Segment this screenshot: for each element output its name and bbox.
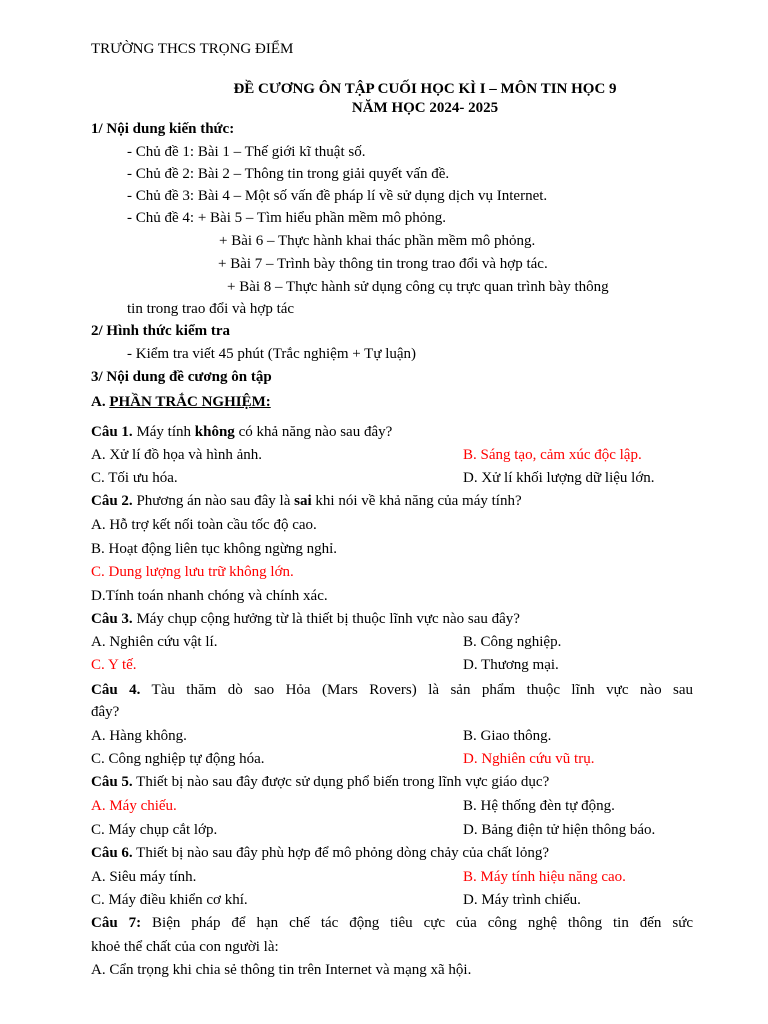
q6-option-c: C. Máy điều khiển cơ khí. — [91, 892, 248, 908]
q4-option-c: C. Công nghiệp tự động hóa. — [91, 751, 265, 767]
q1-option-d: D. Xử lí khối lượng dữ liệu lớn. — [463, 470, 655, 486]
q5-option-c: C. Máy chụp cắt lớp. — [91, 822, 218, 838]
question-6-text: Thiết bị nào sau đây phù hợp để mô phỏng dòng chảy của chất lỏng? — [132, 845, 549, 861]
q7-option-a: A. Cẩn trọng khi chia sẻ thông tin trên Internet và mạng xã hội. — [91, 962, 472, 978]
q6-option-a: A. Siêu máy tính. — [91, 869, 197, 885]
q5-option-d: D. Bảng điện tử hiện thông báo. — [463, 822, 656, 838]
q6-option-b: B. Máy tính hiệu năng cao. — [463, 869, 626, 885]
question-7-text-line2: khoẻ thể chất của con người là: — [91, 939, 279, 955]
topic-1: - Chủ đề 1: Bài 1 – Thế giới kĩ thuật số. — [127, 144, 366, 160]
q3-option-d: D. Thương mại. — [463, 657, 559, 673]
question-7-text-line1: Biện pháp để hạn chế tác động tiêu cực của công nghệ thông tin đến sức — [141, 915, 693, 931]
topic-4-lesson-6: + Bài 6 – Thực hành khai thác phần mềm mô phỏng. — [219, 233, 536, 249]
question-3-label: Câu 3. — [91, 611, 133, 627]
section-3-heading: 3/ Nội dung đề cương ôn tập — [91, 369, 272, 385]
school-year: NĂM HỌC 2024- 2025 — [351, 100, 499, 116]
q2-option-d: D.Tính toán nhanh chóng và chính xác. — [91, 588, 328, 604]
question-5-label: Câu 5. — [91, 774, 133, 790]
part-a-prefix: A. — [91, 394, 110, 410]
q6-option-d: D. Máy trình chiếu. — [463, 892, 581, 908]
question-1-label: Câu 1. — [91, 424, 133, 440]
question-6-label: Câu 6. — [91, 845, 133, 861]
question-7 — [91, 913, 693, 933]
question-4-text-line1: Tàu thăm dò sao Hỏa (Mars Rovers) là sản phẩm thuộc lĩnh vực nào sau — [140, 682, 693, 698]
topic-4: - Chủ đề 4: + Bài 5 – Tìm hiểu phần mềm mô phỏng. — [127, 210, 446, 226]
q4-option-a: A. Hàng không. — [91, 728, 187, 744]
question-5 — [91, 772, 549, 792]
question-1-emphasis: không — [194, 424, 235, 440]
exam-format: - Kiểm tra viết 45 phút (Trắc nghiệm + Tự luận) — [127, 346, 417, 362]
school-name: TRƯỜNG THCS TRỌNG ĐIỂM — [91, 41, 294, 57]
question-4-label: Câu 4. — [91, 682, 141, 698]
document-title: ĐỀ CƯƠNG ÔN TẬP CUỐI HỌC KÌ I – MÔN TIN HỌC 9 — [233, 81, 617, 97]
question-3-text: Máy chụp cộng hưởng từ là thiết bị thuộc lĩnh vực nào sau đây? — [132, 611, 520, 627]
question-2 — [91, 491, 522, 511]
q3-option-b: B. Công nghiệp. — [463, 634, 562, 650]
q4-option-d: D. Nghiên cứu vũ trụ. — [463, 751, 595, 767]
question-2-emphasis: sai — [294, 493, 312, 509]
topic-4-lesson-8: + Bài 8 – Thực hành sử dụng công cụ trực quan trình bày thông — [227, 279, 609, 295]
topic-4-lesson-7: + Bài 7 – Trình bày thông tin trong trao đổi và hợp tác. — [218, 256, 548, 272]
question-2-text-a: Phương án nào sau đây là — [132, 493, 295, 509]
q2-option-b: B. Hoạt động liên tục không ngừng nghỉ. — [91, 541, 338, 557]
question-2-text-b: khi nói về khả năng của máy tính? — [311, 493, 522, 509]
q5-option-b: B. Hệ thống đèn tự động. — [463, 798, 615, 814]
part-a-heading — [91, 392, 271, 412]
section-1-heading: 1/ Nội dung kiến thức: — [91, 121, 235, 137]
q2-option-a: A. Hỗ trợ kết nối toàn cầu tốc độ cao. — [91, 517, 317, 533]
question-1-text-a: Máy tính — [132, 424, 195, 440]
question-4-text-line2: đây? — [91, 704, 120, 720]
question-1-text-b: có khả năng nào sau đây? — [234, 424, 393, 440]
q4-option-b: B. Giao thông. — [463, 728, 552, 744]
q3-option-a: A. Nghiên cứu vật lí. — [91, 634, 218, 650]
q3-option-c: C. Y tế. — [91, 657, 137, 673]
question-7-label: Câu 7: — [91, 915, 142, 931]
question-5-text: Thiết bị nào sau đây được sử dụng phổ biến trong lĩnh vực giáo dục? — [132, 774, 550, 790]
topic-2: - Chủ đề 2: Bài 2 – Thông tin trong giải quyết vấn đề. — [127, 166, 450, 182]
q2-option-c: C. Dung lượng lưu trữ không lớn. — [91, 564, 294, 580]
question-6 — [91, 843, 549, 863]
question-1 — [91, 422, 392, 442]
q1-option-c: C. Tối ưu hóa. — [91, 470, 178, 486]
section-2-heading: 2/ Hình thức kiểm tra — [91, 323, 230, 339]
question-3 — [91, 609, 520, 629]
part-a-label: PHẦN TRẮC NGHIỆM: — [109, 394, 271, 410]
question-4 — [91, 680, 693, 700]
q1-option-a: A. Xử lí đồ họa và hình ảnh. — [91, 447, 263, 463]
question-2-label: Câu 2. — [91, 493, 133, 509]
topic-4-lesson-8-cont: tin trong trao đổi và hợp tác — [127, 301, 295, 317]
q5-option-a: A. Máy chiếu. — [91, 798, 177, 814]
q1-option-b: B. Sáng tạo, cảm xúc độc lập. — [463, 447, 642, 463]
topic-3: - Chủ đề 3: Bài 4 – Một số vấn đề pháp lí về sử dụng dịch vụ Internet. — [127, 188, 548, 204]
